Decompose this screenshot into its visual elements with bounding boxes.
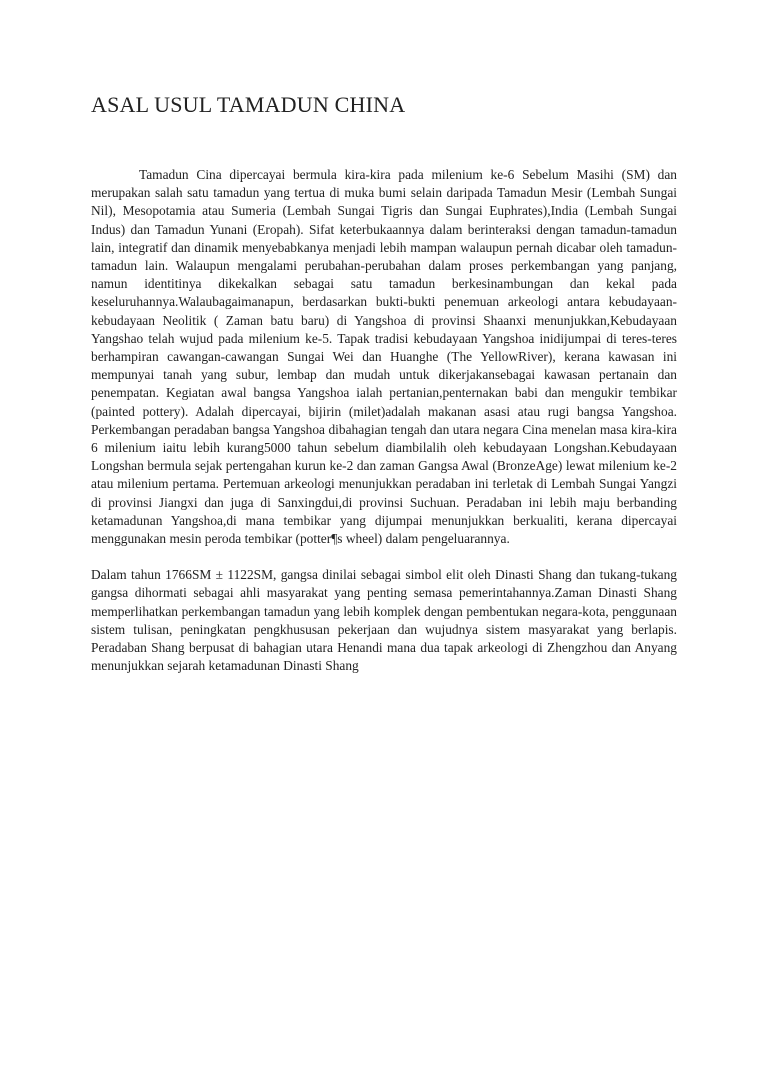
paragraph-shang-dynasty: Dalam tahun 1766SM ± 1122SM, gangsa dinilai sebagai simbol elit oleh Dinasti Shang dan tukang-tukang gangsa dihormati sebagai ahli masyarakat yang penting semasa pemerintahannya.Zaman Dinasti Shang memperlihatkan perkembangan tamadun yang lebih komplek dengan pembentukan negara-kota, penggunaan sistem tulisan, peningkatan pengkhususan pekerjaan dan wujudnya sistem masyarakat yang berlapis. Peradaban Shang berpusat di bahagian utara Henandi mana dua tapak arkeologi di Zhengzhou dan Anyang menunjukkan sejarah ketamadunan Dinasti Shang bbox=[91, 567, 677, 674]
document-body bbox=[91, 92, 677, 675]
document-title: ASAL USUL TAMADUN CHINA bbox=[91, 92, 406, 117]
paragraph-origins: Tamadun Cina dipercayai bermula kira-kira pada milenium ke-6 Sebelum Masihi (SM) dan merupakan salah satu tamadun yang tertua di muka bumi selain daripada Tamadun Mesir (Lembah Sungai Nil), Mesopotamia atau Sumeria (Lembah Sungai Tigris dan Sungai Euphrates),India (Lembah Sungai Indus) dan Tamadun Yunani (Eropah). Sifat keterbukaannya dalam berinteraksi dengan tamadun-tamadun lain, integratif dan dinamik menyebabkanya menjadi lebih mampan walaupun pernah dicabar oleh tamadun-tamadun lain. Walaupun mengalami perubahan-perubahan dalam proses perkembangan yang panjang, namun identitinya dikekalkan sebagai satu tamadun berkesinambungan dan kekal pada keseluruhannya.Walaubagaimanapun, berdasarkan bukti-bukti penemuan arkeologi antara kebudayaan-kebudayaan Neolitik ( Zaman batu baru) di Yangshoa di provinsi Shaanxi menunjukkan,Kebudayaan Yangshao telah wujud pada milenium ke-5. Tapak tradisi kebudayaan Yangshoa inidijumpai di teres-teres berhampiran cawangan-cawangan Sungai Wei dan Huanghe (The YellowRiver), kerana kawasan ini mempunyai tanah yang subur, lembap dan mudah untuk dikerjakansebagai kawasan pertanain dan penempatan. Kegiatan awal bangsa Yangshoa ialah pertanian,penternakan babi dan mengukir tembikar (painted pottery). Adalah dipercayai, bijirin (milet)adalah makanan asasi atau rugi bangsa Yangshoa. Perkembangan peradaban bangsa Yangshoa dibahagian tengah dan utara negara Cina menelan masa kira-kira 6 milenium iaitu lebih kurang5000 tahun sebelum diambilalih oleh kebudayaan Longshan.Kebudayaan Longshan bermula sejak pertengahan kurun ke-2 dan zaman Gangsa Awal (BronzeAge) lewat milenium ke-2 atau milenium pertama. Pertemuan arkeologi menunjukkan peradaban ini terletak di Lembah Sungai Yangzi di provinsi Jiangxi dan juga di Sanxingdui,di provinsi Suchuan. Peradaban ini lebih maju berbanding ketamadunan Yangshoa,di mana tembikar yang dijumpai menunjukkan berkualiti, kerana dipercayai menggunakan mesin peroda tembikar (potter¶s wheel) dalam pengeluarannya. bbox=[91, 167, 677, 547]
